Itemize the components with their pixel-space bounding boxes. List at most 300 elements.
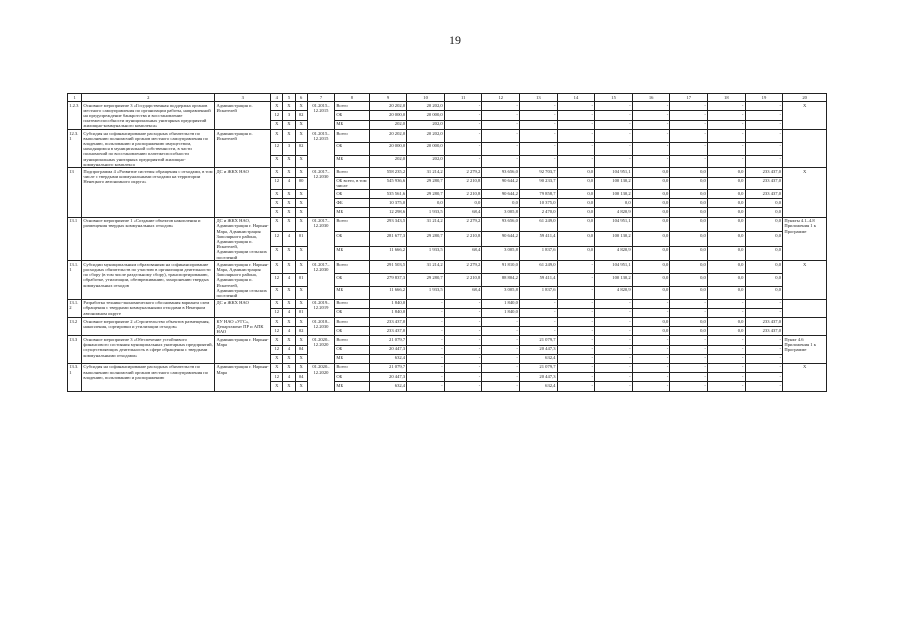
value-cell: 0,0 — [632, 246, 670, 261]
value-cell: - — [632, 336, 670, 345]
period-cell: 01.2017–12.2030 — [307, 261, 334, 299]
value-cell: 10 375,0 — [520, 199, 558, 208]
value-cell: - — [444, 345, 482, 354]
value-cell: - — [670, 142, 708, 155]
value-cell: - — [595, 142, 633, 155]
code-cell: X — [295, 363, 307, 372]
table-row — [68, 102, 827, 111]
funding-source: Всего — [335, 217, 370, 232]
value-cell: - — [557, 142, 595, 155]
value-cell: 0,0 — [745, 232, 783, 247]
value-cell: - — [444, 336, 482, 345]
value-cell: 0,0 — [557, 190, 595, 199]
value-cell: 0,0 — [708, 246, 746, 261]
funding-source: МБ — [335, 354, 370, 363]
value-cell: - — [595, 345, 633, 354]
value-cell: - — [557, 274, 595, 287]
value-cell: - — [520, 299, 558, 308]
value-cell: 202,0 — [407, 155, 445, 168]
funding-source: Всего — [335, 168, 370, 177]
funding-source: Всего — [335, 363, 370, 372]
value-cell: - — [444, 382, 482, 391]
value-cell: - — [407, 354, 445, 363]
value-cell: 104 951,1 — [595, 261, 633, 274]
code-cell: X — [295, 318, 307, 327]
code-cell: X — [283, 217, 295, 232]
value-cell: 11 666,2 — [369, 246, 407, 261]
column-number-3: 3 — [215, 94, 271, 102]
column-number-11: 11 — [444, 94, 482, 102]
value-cell: - — [632, 299, 670, 308]
funding-source: Всего — [335, 130, 370, 143]
value-cell: 11 666,2 — [369, 286, 407, 299]
value-cell: 0,0 — [708, 261, 746, 274]
code-cell: X — [271, 217, 283, 232]
table-row — [68, 363, 827, 372]
responsible-executor: Администрация г. Нарьян-Мара — [215, 363, 271, 391]
value-cell: 21 079,7 — [520, 363, 558, 372]
value-cell: - — [595, 102, 633, 111]
value-cell: 79 858,7 — [520, 190, 558, 199]
period-cell: 01.2015–12.2015 — [307, 102, 334, 130]
funding-source: ОБ — [335, 142, 370, 155]
code-cell: X — [295, 190, 307, 199]
value-cell: 0,0 — [745, 246, 783, 261]
value-cell: - — [745, 130, 783, 143]
code-cell: 12 — [271, 142, 283, 155]
value-cell: - — [745, 111, 783, 120]
value-cell: - — [482, 336, 520, 345]
value-cell: 29 280,7 — [407, 274, 445, 287]
period-cell: 01.2017–12.2030 — [307, 168, 334, 217]
funding-source: МБ — [335, 120, 370, 129]
value-cell: - — [745, 382, 783, 391]
code-cell: 12 — [271, 177, 283, 189]
value-cell: 29 280,7 — [407, 190, 445, 199]
code-cell: X — [295, 217, 307, 232]
value-cell: 0,0 — [632, 217, 670, 232]
value-cell: - — [520, 120, 558, 129]
value-cell: - — [632, 130, 670, 143]
value-cell: 0,0 — [632, 168, 670, 177]
value-cell: 1 837,6 — [520, 286, 558, 299]
value-cell: - — [708, 354, 746, 363]
code-cell: 12 — [271, 345, 283, 354]
code-cell: 01 — [295, 274, 307, 287]
activity-description: Субсидия на софинансирование расходных обязательств по выполнению полномочий органов местного самоуправления по владению, пользованию и распоряжению имуществом, находящимся в муниципальной собственности, в части полномочий по восстановлению платежеспособности муниципальных унитарных предприятий жилищно-коммунального комплекса — [82, 130, 215, 168]
code-cell: X — [271, 382, 283, 391]
value-cell: 2 470,0 — [520, 208, 558, 217]
code-cell: 12 — [271, 373, 283, 382]
code-cell: 4 — [283, 345, 295, 354]
column-number-10: 10 — [407, 94, 445, 102]
value-cell: 233 437,0 — [745, 190, 783, 199]
table-row — [68, 261, 827, 274]
value-cell: - — [557, 120, 595, 129]
value-cell: 2 279,2 — [444, 217, 482, 232]
value-cell: - — [670, 102, 708, 111]
row-number: 13.2 — [68, 318, 82, 336]
code-cell: X — [271, 299, 283, 308]
value-cell: 12 298,6 — [369, 208, 407, 217]
table-row — [68, 168, 827, 177]
value-cell: - — [745, 308, 783, 317]
value-cell: 2 279,2 — [444, 168, 482, 177]
row-number: 13.1.2 — [68, 299, 82, 317]
value-cell: 20 447,3 — [520, 373, 558, 382]
value-cell: 1 933,5 — [407, 246, 445, 261]
code-cell: X — [283, 363, 295, 372]
code-cell: X — [271, 363, 283, 372]
activity-description: Субсидии муниципальным образованиям на софинансирование расходных обязательств по участию в организации деятельности по сбору (в том числе раздельному сбору), транспортированию, обработке, утилизации, обезвреживанию, захоронению твердых коммунальных отходов — [82, 261, 215, 299]
responsible-executor: Администрация г. Нарьян-Мара — [215, 336, 271, 364]
value-cell: - — [557, 261, 595, 274]
value-cell: 233 437,0 — [745, 177, 783, 189]
column-number-5: 5 — [283, 94, 295, 102]
value-cell: 0,0 — [745, 199, 783, 208]
value-cell: - — [557, 308, 595, 317]
value-cell: - — [557, 299, 595, 308]
value-cell: 202,0 — [407, 120, 445, 129]
value-cell: - — [708, 130, 746, 143]
value-cell: - — [520, 308, 558, 317]
value-cell: - — [595, 130, 633, 143]
value-cell: - — [708, 308, 746, 317]
value-cell: - — [482, 363, 520, 372]
value-cell: 0,0 — [557, 208, 595, 217]
value-cell: - — [745, 336, 783, 345]
column-number-8: 8 — [335, 94, 370, 102]
code-cell: X — [283, 102, 295, 111]
code-cell: X — [271, 286, 283, 299]
value-cell: - — [444, 120, 482, 129]
funding-source: МБ — [335, 208, 370, 217]
value-cell: - — [595, 363, 633, 372]
responsible-executor: КУ НАО «УГС», Департамент ПР и АПК НАО — [215, 318, 271, 336]
value-cell: - — [520, 142, 558, 155]
code-cell: X — [295, 102, 307, 111]
value-cell: - — [557, 354, 595, 363]
code-cell: X — [283, 299, 295, 308]
value-cell: 0,0 — [670, 168, 708, 177]
value-cell: 0,0 — [745, 208, 783, 217]
value-cell: 0,0 — [670, 208, 708, 217]
period-cell: 01.2020–12.2020 — [307, 363, 334, 391]
code-cell: X — [271, 168, 283, 177]
value-cell: 88 804,2 — [482, 274, 520, 287]
value-cell: 233 437,0 — [745, 168, 783, 177]
value-cell: - — [482, 120, 520, 129]
value-cell: - — [407, 382, 445, 391]
activity-description: Разработка технико-экономического обоснования варианта схем обращения с твердыми коммунальными отходами в Ненецком автономном округе — [82, 299, 215, 317]
row-number: 12.3.1 — [68, 130, 82, 168]
value-cell: 31 214,2 — [407, 217, 445, 232]
value-cell: - — [520, 111, 558, 120]
funding-source: Всего — [335, 102, 370, 111]
value-cell: - — [670, 111, 708, 120]
funding-source: ОБ — [335, 308, 370, 317]
column-number-4: 4 — [271, 94, 283, 102]
value-cell: - — [444, 318, 482, 327]
value-cell: - — [595, 327, 633, 336]
value-cell: - — [482, 382, 520, 391]
value-cell: - — [520, 130, 558, 143]
value-cell: 0,0 — [708, 177, 746, 189]
value-cell: 2 279,2 — [444, 261, 482, 274]
responsible-executor: Администрация п. Искателей — [215, 102, 271, 130]
funding-source: МБ — [335, 155, 370, 168]
column-number-9: 9 — [369, 94, 407, 102]
responsible-executor: ДС и ЖКХ НАО — [215, 168, 271, 217]
column-number-1: 1 — [68, 94, 82, 102]
responsible-executor: Администрация п. Искателей — [215, 130, 271, 168]
funding-source: МБ — [335, 382, 370, 391]
value-cell: - — [670, 363, 708, 372]
value-cell: - — [745, 142, 783, 155]
value-cell: 0,0 — [670, 217, 708, 232]
code-cell: 3 — [283, 142, 295, 155]
value-cell: - — [557, 336, 595, 345]
value-cell: 92 703,7 — [520, 168, 558, 177]
period-cell: 01.2020–12.2020 — [307, 336, 334, 364]
value-cell: - — [745, 120, 783, 129]
row-number: 13.3 — [68, 336, 82, 364]
value-cell: - — [520, 318, 558, 327]
code-cell: X — [271, 199, 283, 208]
table-row — [68, 336, 827, 345]
funding-source: ОБ всего, в том числе — [335, 177, 370, 189]
table-row — [68, 130, 827, 143]
funding-source: ОБ — [335, 345, 370, 354]
column-number-6: 6 — [295, 94, 307, 102]
code-cell: 04 — [295, 345, 307, 354]
code-cell: X — [295, 168, 307, 177]
value-cell: 0,0 — [632, 274, 670, 287]
value-cell: - — [632, 142, 670, 155]
value-cell: 2 210,8 — [444, 190, 482, 199]
activity-description: Основное мероприятие 3 «Обеспечение устойчивого финансового состояния муниципальных унитарных предприятий, осуществляющих деятельность в сфере обращения с твердыми коммунальными отходами» — [82, 336, 215, 364]
value-cell: 100 130,2 — [595, 232, 633, 247]
value-cell: 0,0 — [670, 246, 708, 261]
value-cell: - — [444, 308, 482, 317]
value-cell: 0,0 — [632, 199, 670, 208]
value-cell: - — [745, 299, 783, 308]
period-cell: 01.2019–12.2019 — [307, 299, 334, 317]
activity-description: Подпрограмма 4 «Развитие системы обращения с отходами, в том числе с твердыми коммунальными отходами на территории Ненецкого автономного округа» — [82, 168, 215, 217]
value-cell: 91 810,0 — [482, 261, 520, 274]
value-cell: 0,0 — [670, 318, 708, 327]
code-cell: X — [283, 246, 295, 261]
code-cell: 00 — [295, 177, 307, 189]
value-cell: 1 840,0 — [369, 299, 407, 308]
code-cell: X — [283, 261, 295, 274]
value-cell: - — [557, 111, 595, 120]
note-cell: X — [783, 102, 827, 130]
column-number-14: 14 — [557, 94, 595, 102]
column-number-18: 18 — [708, 94, 746, 102]
funding-source: Всего — [335, 261, 370, 274]
table-row — [68, 217, 827, 232]
value-cell: - — [632, 373, 670, 382]
activity-description: Основное мероприятие 1 «Создание объектов накопления и размещения твердых коммунальных отходов» — [82, 217, 215, 261]
value-cell: 558 235,2 — [369, 168, 407, 177]
code-cell: X — [295, 120, 307, 129]
code-cell: X — [295, 130, 307, 143]
value-cell: 20 000,0 — [369, 142, 407, 155]
value-cell: - — [708, 155, 746, 168]
value-cell: - — [557, 130, 595, 143]
value-cell: - — [632, 120, 670, 129]
value-cell: - — [632, 345, 670, 354]
value-cell: 0,0 — [708, 199, 746, 208]
value-cell: - — [482, 102, 520, 111]
value-cell: 0,0 — [444, 199, 482, 208]
value-cell: - — [595, 155, 633, 168]
funding-source: МБ — [335, 246, 370, 261]
value-cell: 293 343,5 — [369, 217, 407, 232]
value-cell: - — [444, 102, 482, 111]
value-cell: 0,0 — [632, 318, 670, 327]
value-cell: 0,0 — [632, 327, 670, 336]
page-number: 19 — [449, 33, 461, 47]
value-cell: 632,4 — [520, 354, 558, 363]
code-cell: X — [271, 336, 283, 345]
column-number-17: 17 — [670, 94, 708, 102]
value-cell: - — [670, 336, 708, 345]
code-cell: X — [295, 299, 307, 308]
value-cell: 0,0 — [670, 261, 708, 274]
value-cell: - — [557, 327, 595, 336]
value-cell: - — [520, 102, 558, 111]
value-cell: - — [407, 373, 445, 382]
column-number-20: 20 — [783, 94, 827, 102]
value-cell: 31 214,2 — [407, 261, 445, 274]
code-cell: 4 — [283, 274, 295, 287]
value-cell: - — [708, 336, 746, 345]
value-cell: - — [708, 345, 746, 354]
value-cell: - — [745, 354, 783, 363]
note-cell — [783, 130, 827, 168]
value-cell: - — [444, 363, 482, 372]
funding-source: Всего — [335, 299, 370, 308]
value-cell: - — [708, 111, 746, 120]
column-number-19: 19 — [745, 94, 783, 102]
code-cell: X — [283, 336, 295, 345]
code-cell: X — [283, 382, 295, 391]
note-cell: X — [783, 363, 827, 391]
value-cell: 0,0 — [708, 217, 746, 232]
value-cell: 0,0 — [670, 199, 708, 208]
value-cell: 0,0 — [670, 232, 708, 247]
value-cell: - — [595, 382, 633, 391]
value-cell: 3 005,8 — [482, 246, 520, 261]
value-cell: - — [407, 299, 445, 308]
table-body — [68, 94, 827, 392]
code-cell: X — [271, 155, 283, 168]
funding-source: ОБ — [335, 274, 370, 287]
code-cell: X — [283, 190, 295, 199]
column-number-12: 12 — [482, 94, 520, 102]
value-cell: - — [407, 327, 445, 336]
note-cell: Пункт 4.6 Приложения 1 к Программе — [783, 336, 827, 364]
value-cell: - — [632, 155, 670, 168]
value-cell: 100 130,2 — [595, 190, 633, 199]
value-cell: 233 437,0 — [745, 318, 783, 327]
code-cell: 12 — [271, 327, 283, 336]
value-cell: 104 951,1 — [595, 168, 633, 177]
value-cell: 20 447,3 — [520, 345, 558, 354]
code-cell: 12 — [271, 232, 283, 247]
column-number-7: 7 — [307, 94, 334, 102]
value-cell: 233 437,0 — [369, 327, 407, 336]
value-cell: - — [482, 327, 520, 336]
value-cell: 281 677,3 — [369, 232, 407, 247]
code-cell: X — [283, 155, 295, 168]
value-cell: - — [557, 373, 595, 382]
value-cell: 0,0 — [708, 232, 746, 247]
code-cell: X — [283, 168, 295, 177]
value-cell: 4 820,9 — [595, 286, 633, 299]
value-cell: 4 820,9 — [595, 208, 633, 217]
value-cell: - — [595, 111, 633, 120]
value-cell: 3 005,8 — [482, 286, 520, 299]
code-cell: X — [271, 190, 283, 199]
value-cell: - — [670, 155, 708, 168]
value-cell: 61 249,0 — [520, 217, 558, 232]
value-cell: 233 437,0 — [369, 318, 407, 327]
value-cell: - — [595, 336, 633, 345]
value-cell: 3 005,8 — [482, 208, 520, 217]
value-cell: 104 951,1 — [595, 217, 633, 232]
funding-source: ОБ — [335, 190, 370, 199]
value-cell: - — [595, 308, 633, 317]
code-cell: X — [295, 382, 307, 391]
value-cell: - — [670, 120, 708, 129]
value-cell: 0,0 — [557, 217, 595, 232]
value-cell: 1 933,5 — [407, 286, 445, 299]
value-cell: - — [708, 363, 746, 372]
value-cell: - — [670, 345, 708, 354]
column-number-13: 13 — [520, 94, 558, 102]
note-cell: X — [783, 168, 827, 217]
value-cell: 1 840,0 — [482, 308, 520, 317]
code-cell: 4 — [283, 232, 295, 247]
value-cell: 59 411,4 — [520, 232, 558, 247]
value-cell: - — [482, 345, 520, 354]
value-cell: - — [482, 373, 520, 382]
value-cell: 0,0 — [708, 190, 746, 199]
code-cell: X — [295, 261, 307, 274]
value-cell: 0,0 — [708, 318, 746, 327]
value-cell: 0,0 — [745, 286, 783, 299]
funding-source: ФБ — [335, 199, 370, 208]
value-cell: - — [632, 382, 670, 391]
row-number: 13.1 — [68, 217, 82, 261]
value-cell: 20 447,3 — [369, 345, 407, 354]
code-cell: X — [271, 120, 283, 129]
code-cell: X — [271, 102, 283, 111]
value-cell: 59 411,4 — [520, 274, 558, 287]
value-cell: - — [407, 345, 445, 354]
code-cell: 12 — [271, 308, 283, 317]
value-cell: - — [670, 382, 708, 391]
value-cell: - — [482, 130, 520, 143]
value-cell: 100 130,2 — [595, 274, 633, 287]
value-cell: - — [595, 299, 633, 308]
period-cell: 01.2018–12.2030 — [307, 318, 334, 336]
column-number-2: 2 — [82, 94, 215, 102]
code-cell: X — [271, 261, 283, 274]
